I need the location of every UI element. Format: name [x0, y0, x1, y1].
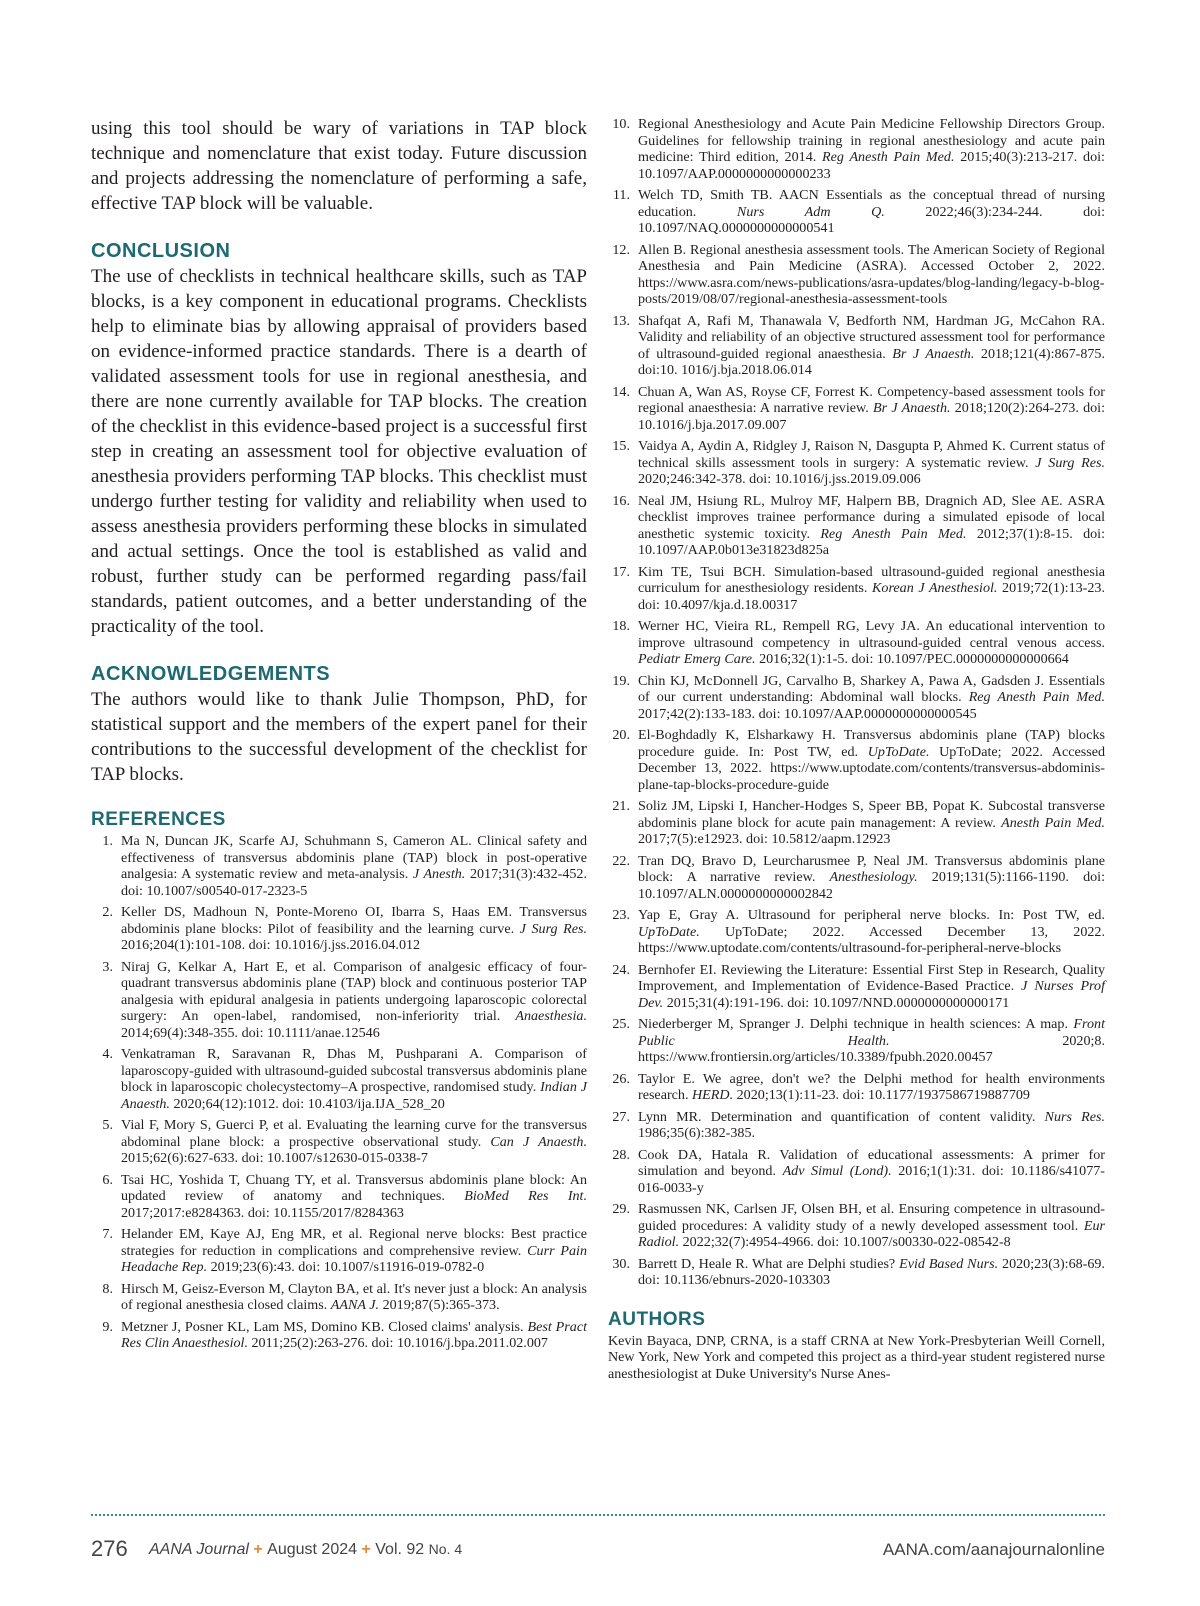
reference-item — [608, 313, 1105, 379]
references-list-right — [608, 116, 1105, 1289]
reference-number: 22. — [612, 852, 630, 869]
reference-text — [638, 116, 1105, 182]
reference-details: 2015;62(6):627-633. doi: 10.1007/s12630-015-0338-7 — [121, 1150, 428, 1166]
reference-details: 2020;23(3):68-69. doi: 10.1136/ebnurs-2020-103303 — [638, 1255, 1105, 1288]
page-footer — [91, 1536, 1105, 1566]
reference-text — [638, 242, 1105, 308]
reference-citation: Tran DQ, Bravo D, Leurcharusmee P, Neal JM. Transversus abdominis plane block: A narrative review. — [638, 852, 1105, 885]
reference-item — [608, 1109, 1105, 1142]
reference-number: 23. — [612, 907, 630, 923]
reference-item — [608, 564, 1105, 614]
reference-citation: Chuan A, Wan AS, Royse CF, Forrest K. Competency-based assessment tools for regional anaesthesia: A narrative review. — [638, 383, 1105, 416]
reference-item — [608, 384, 1105, 434]
reference-details: 2011;25(2):263-276. doi: 10.1016/j.bpa.2011.02.007 — [247, 1335, 548, 1351]
reference-journal: UpToDate. — [867, 743, 930, 760]
reference-number: 3. — [102, 958, 113, 975]
reference-details: 2020;64(12):1012. doi: 10.4103/ija.IJA_528_20 — [169, 1095, 445, 1112]
reference-item — [91, 1172, 587, 1222]
reference-number: 17. — [612, 563, 630, 580]
reference-citation: Niraj G, Kelkar A, Hart E, et al. Comparison of analgesic efficacy of four-quadrant transversus abdominis plane (TAP) block and continuous posterior TAP analgesia with epidural analgesia in patients undergoing laparoscopic colorectal surgery: An open-label, randomised, non-inferiority trial. — [121, 958, 587, 1024]
reference-citation: Chin KJ, McDonnell JG, Carvalho B, Sharkey A, Pawa A, Gadsden J. Essentials of our current understanding: Abdominal wall blocks. — [638, 672, 1105, 705]
reference-journal: Br J Anaesth. — [873, 400, 951, 416]
reference-journal: Reg Anesth Pain Med. — [822, 149, 955, 165]
reference-citation: Allen B. Regional anesthesia assessment tools. The American Society of Regional Anesthesia and Pain Medicine (ASRA). Accessed October 2, 2022. https://www.asra.com/news-publications/asra-updates/blog-landing/legacy-b-blog-posts/2019/08/07/regional-anesthesia-assessment-tools — [638, 241, 1105, 307]
reference-text — [638, 618, 1105, 668]
reference-text — [121, 1117, 587, 1167]
reference-journal: BioMed Res Int. — [464, 1188, 587, 1204]
reference-number: 9. — [102, 1318, 113, 1335]
reference-text — [121, 1046, 587, 1112]
reference-details: 2019;87(5):365-373. — [379, 1297, 500, 1313]
reference-item — [608, 1147, 1105, 1197]
reference-text — [121, 1172, 587, 1222]
reference-journal: J Anesth. — [412, 866, 466, 882]
reference-citation: Venkatraman R, Saravanan R, Dhas M, Pushparani A. Comparison of laparoscopy-guided with ultrasound-guided subcostal transversus abdominis plane block in laparoscopic cholecystectomy–A prospective, randomised study. — [121, 1046, 587, 1095]
reference-citation: Werner HC, Vieira RL, Rempell RG, Levy JA. An educational intervention to improve ultrasound competency in ultrasound-guided central venous access. — [638, 618, 1105, 651]
reference-journal: Nurs Adm Q. — [736, 203, 885, 220]
reference-item — [608, 1071, 1105, 1104]
reference-details: 2018;120(2):264-273. doi: 10.1016/j.bja.2017.09.007 — [638, 400, 1105, 433]
reference-citation: Tsai HC, Yoshida T, Chuang TY, et al. Transversus abdominis plane block: An updated review of anatomy and techniques. — [121, 1171, 587, 1204]
reference-number: 30. — [612, 1255, 630, 1272]
authors-text: Kevin Bayaca, DNP, CRNA, is a staff CRNA at New York-Presbyterian Weill Cornell, New York, New York and competed this project as a third-year student registered nurse anesthesiologist at Duke University's Nurse Anes- — [608, 1332, 1105, 1382]
reference-item — [608, 673, 1105, 723]
references-list-left — [91, 833, 587, 1352]
reference-journal: Reg Anesth Pain Med. — [820, 525, 967, 542]
reference-text — [638, 313, 1105, 379]
conclusion-heading: CONCLUSION — [91, 240, 231, 262]
reference-number: 19. — [612, 672, 630, 689]
reference-text — [638, 727, 1105, 793]
reference-text — [638, 1256, 1105, 1289]
reference-journal: Anaesthesia. — [515, 1008, 587, 1024]
authors-heading: AUTHORS — [608, 1308, 706, 1330]
reference-details: 2015;31(4):191-196. doi: 10.1097/NND.0000000000000171 — [663, 994, 1010, 1011]
reference-text — [638, 962, 1105, 1012]
reference-text — [638, 907, 1105, 957]
reference-journal: Anesth Pain Med. — [1001, 814, 1105, 831]
reference-details: UpToDate; 2022. Accessed December 13, 2022. https://www.uptodate.com/contents/ultrasound-for-peripheral-nerve-blocks — [638, 923, 1105, 956]
reference-details: 2016;204(1):101-108. doi: 10.1016/j.jss.2016.04.012 — [121, 937, 421, 953]
reference-item — [608, 116, 1105, 182]
acknowledgements-text: The authors would like to thank Julie Thompson, PhD, for statistical support and the members of the expert panel for their contributions to the successful development of the checklist for TAP blocks. — [91, 689, 587, 785]
separator-icon: + — [253, 1541, 263, 1558]
reference-number: 29. — [612, 1201, 630, 1217]
reference-details: 2022;46(3):234-244. doi: 10.1097/NAQ.0000000000000541 — [638, 203, 1105, 236]
reference-details: 2020;13(1):11-23. doi: 10.1177/1937586719887709 — [733, 1087, 1030, 1103]
reference-journal: Anesthesiology. — [829, 869, 918, 885]
references-heading: REFERENCES — [91, 809, 226, 830]
reference-journal: Best Pract Res Clin Anaesthesiol. — [121, 1318, 587, 1351]
reference-journal: J Surg Res. — [519, 920, 587, 937]
reference-citation: Soliz JM, Lipski I, Hancher-Hodges S, Speer BB, Popat K. Subcostal transverse abdominis plane block for acute pain management: A review. — [638, 798, 1105, 831]
reference-item — [608, 853, 1105, 903]
reference-number: 18. — [612, 618, 630, 634]
reference-details: 2019;72(1):13-23. doi: 10.4097/kja.d.18.00317 — [638, 580, 1105, 613]
reference-text — [121, 1281, 587, 1314]
reference-text — [121, 959, 587, 1042]
journal-info — [149, 1541, 462, 1559]
conclusion-text: The use of checklists in technical healthcare skills, such as TAP blocks, is a key component in educational programs. Checklists help to eliminate bias by allowing appraisal of providers based on evidence-informed practice standards. There is a dearth of validated assessment tools for use in regional anesthesia, and there are none currently available for TAP blocks. The creation of the checklist in this evidence-based project is a successful first step in creating an assessment tool for objective evaluation of anesthesia providers performing TAP blocks. This checklist must undergo further testing for validity and reliability when used to assess anesthesia providers performing these blocks in simulated and actual settings. Once the tool is established as valid and robust, further study can be performed regarding pass/fail standards, patient outcomes, and a better understanding of the practicality of the tool. — [91, 266, 587, 637]
footer-divider — [91, 1514, 1105, 1516]
reference-number: 15. — [612, 438, 630, 454]
reference-item — [608, 438, 1105, 488]
reference-text — [121, 1226, 587, 1276]
reference-text — [638, 438, 1105, 488]
reference-details: 2017;31(3):432-452. doi: 10.1007/s00540-017-2323-5 — [121, 866, 587, 899]
reference-citation: Helander EM, Kaye AJ, Eng MR, et al. Regional nerve blocks: Best practice strategies for reduction in complications and comprehensive review. — [121, 1226, 587, 1259]
reference-number: 7. — [102, 1226, 113, 1242]
reference-number: 24. — [612, 961, 630, 978]
reference-text — [638, 1147, 1105, 1197]
reference-citation: Lynn MR. Determination and quantification of content validity. — [638, 1108, 1045, 1125]
reference-citation: Rasmussen NK, Carlsen JF, Olsen BH, et al. Ensuring competence in ultrasound-guided procedures: A validity study of a newly developed assessment tool. — [638, 1201, 1105, 1234]
reference-item — [608, 798, 1105, 848]
reference-citation: El-Boghdadly K, Elsharkawy H. Transversus abdominis plane (TAP) blocks procedure guide. In: Post TW, ed. — [638, 727, 1105, 760]
reference-item — [91, 833, 587, 899]
reference-details: 2019;23(6):43. doi: 10.1007/s11916-019-0782-0 — [207, 1259, 485, 1275]
reference-item — [91, 1281, 587, 1314]
reference-item — [608, 907, 1105, 957]
reference-number: 13. — [612, 312, 630, 329]
reference-citation: Vial F, Mory S, Guerci P, et al. Evaluating the learning curve for the transversus abdominal plane block: a prospective observational study. — [121, 1117, 587, 1150]
reference-number: 4. — [102, 1046, 113, 1062]
reference-journal: AANA J. — [330, 1297, 380, 1313]
reference-citation: Welch TD, Smith TB. AACN Essentials as the conceptual thread of nursing education. — [638, 187, 1105, 220]
reference-journal: Evid Based Nurs. — [899, 1255, 999, 1272]
reference-journal: Br J Anaesth. — [892, 345, 975, 362]
reference-number: 10. — [612, 116, 630, 132]
reference-citation: Kim TE, Tsui BCH. Simulation-based ultrasound-guided regional anesthesia curriculum for anesthesiology residents. — [638, 563, 1105, 596]
reference-details: 2016;1(1):31. doi: 10.1186/s41077-016-0033-y — [638, 1163, 1105, 1196]
journal-website-link[interactable]: AANA.com/aanajournalonline — [882, 1540, 1105, 1559]
reference-item — [608, 618, 1105, 668]
reference-journal: UpToDate. — [638, 923, 700, 940]
reference-text — [638, 1071, 1105, 1104]
reference-text — [638, 1109, 1105, 1142]
reference-journal: J Nurses Prof Dev. — [638, 978, 1105, 1011]
reference-details: 2020;246:342-378. doi: 10.1016/j.jss.2019.09.006 — [638, 471, 921, 487]
reference-details: 2015;40(3):213-217. doi: 10.1097/AAP.0000000000000233 — [638, 149, 1105, 182]
reference-number: 6. — [102, 1171, 113, 1188]
reference-journal: Indian J Anaesth. — [121, 1079, 588, 1112]
reference-number: 21. — [612, 798, 630, 814]
reference-citation: Shafqat A, Rafi M, Thanawala V, Bedforth NM, Hardman JG, McCahon RA. Validity and reliability of an objective structured assessment tool for performance of ultrasound-guided regional anaesthesia. — [638, 312, 1105, 362]
reference-item — [608, 962, 1105, 1012]
reference-citation: Metzner J, Posner KL, Lam MS, Domino KB. Closed claims' analysis. — [121, 1318, 528, 1335]
reference-number: 27. — [612, 1108, 630, 1125]
reference-citation: Niederberger M, Spranger J. Delphi technique in health sciences: A map. — [638, 1016, 1074, 1032]
reference-item — [608, 242, 1105, 308]
reference-text — [638, 1201, 1105, 1251]
reference-item — [91, 904, 587, 954]
reference-journal: Korean J Anesthesiol. — [872, 580, 998, 596]
reference-journal: Eur Radiol. — [638, 1217, 1105, 1250]
reference-journal: J Surg Res. — [1035, 454, 1105, 471]
reference-item — [91, 1117, 587, 1167]
reference-citation: Cook DA, Hatala R. Validation of educational assessments: A primer for simulation and beyond. — [638, 1146, 1105, 1179]
reference-text — [638, 798, 1105, 848]
reference-journal: Pediatr Emerg Care. — [638, 651, 756, 667]
reference-item — [608, 1201, 1105, 1251]
reference-citation: Vaidya A, Aydin A, Ridgley J, Raison N, Dasgupta P, Ahmed K. Current status of technical skills assessment tools in surgery: A systematic review. — [638, 438, 1105, 471]
reference-text — [638, 493, 1105, 559]
reference-number: 2. — [102, 904, 113, 920]
reference-journal: Can J Anaesth. — [490, 1133, 587, 1150]
reference-number: 26. — [612, 1070, 630, 1087]
reference-journal: Nurs Res. — [1044, 1108, 1105, 1125]
reference-details: 2014;69(4):348-355. doi: 10.1111/anae.12546 — [121, 1024, 380, 1041]
reference-number: 8. — [102, 1280, 113, 1297]
reference-item — [608, 187, 1105, 237]
reference-number: 20. — [612, 727, 630, 743]
reference-number: 25. — [612, 1016, 630, 1032]
reference-citation: Regional Anesthesiology and Acute Pain Medicine Fellowship Directors Group. Guidelines for fellowship training in regional anesthesiology and acute pain medicine: Third edition, 2014. — [638, 116, 1105, 165]
acknowledgements-heading: ACKNOWLEDGEMENTS — [91, 663, 331, 685]
reference-item — [91, 959, 587, 1042]
reference-citation: Keller DS, Madhoun N, Ponte-Moreno OI, Ibarra S, Haas EM. Transversus abdominis plane blocks: Pilot of feasibility and the learning curve. — [121, 904, 587, 937]
reference-citation: Yap E, Gray A. Ultrasound for peripheral nerve blocks. In: Post TW, ed. — [638, 907, 1105, 923]
reference-text — [638, 673, 1105, 723]
reference-text — [638, 384, 1105, 434]
reference-details: 1986;35(6):382-385. — [638, 1125, 756, 1141]
reference-citation: Ma N, Duncan JK, Scarfe AJ, Schuhmann S, Cameron AL. Clinical safety and effectiveness of transversus abdominis plane (TAP) block in post-operative analgesia: A systematic review and meta-analysis. — [121, 833, 587, 882]
reference-citation: Neal JM, Hsiung RL, Mulroy MF, Halpern BB, Dragnich AD, Slee AE. ASRA checklist improves trainee performance during a simulated episode of local anesthetic systemic toxicity. — [638, 492, 1105, 542]
reference-details: 2017;2017:e8284363. doi: 10.1155/2017/8284363 — [121, 1204, 404, 1221]
reference-details: 2016;32(1):1-5. doi: 10.1097/PEC.0000000000000664 — [755, 651, 1069, 667]
reference-details: 2020;8. https://www.frontiersin.org/articles/10.3389/fpubh.2020.00457 — [638, 1032, 1105, 1065]
reference-text — [121, 833, 587, 899]
reference-text — [638, 853, 1105, 903]
page-number: 276 — [91, 1536, 128, 1561]
reference-journal: Adv Simul (Lond). — [782, 1163, 892, 1179]
reference-item — [608, 1256, 1105, 1289]
reference-details: 2019;131(5):1166-1190. doi: 10.1097/ALN.0000000000002842 — [638, 869, 1105, 902]
reference-number: 5. — [102, 1117, 113, 1133]
reference-item — [91, 1046, 587, 1112]
reference-journal: HERD. — [692, 1087, 734, 1103]
reference-journal: Curr Pain Headache Rep. — [121, 1242, 588, 1275]
reference-item — [608, 493, 1105, 559]
reference-citation: Taylor E. We agree, don't we? the Delphi method for health environments research. — [638, 1070, 1105, 1103]
issue-number: No. 4 — [428, 1541, 463, 1557]
reference-details: 2018;121(4):867-875. doi:10. 1016/j.bja.2018.06.014 — [638, 345, 1105, 378]
issue-date: August 2024 — [267, 1541, 358, 1558]
reference-citation: Hirsch M, Geisz-Everson M, Clayton BA, et al. It's never just a block: An analysis of regional anesthesia closed claims. — [121, 1280, 587, 1313]
reference-citation: Barrett D, Heale R. What are Delphi studies? — [638, 1255, 900, 1272]
separator-icon: + — [361, 1541, 371, 1558]
right-column — [608, 116, 1105, 1382]
reference-number: 1. — [102, 833, 113, 849]
reference-item — [91, 1226, 587, 1276]
reference-details: 2012;37(1):8-15. doi: 10.1097/AAP.0b013e31823d825a — [638, 525, 1105, 558]
reference-number: 28. — [612, 1146, 630, 1163]
reference-details: 2017;42(2):133-183. doi: 10.1097/AAP.0000000000000545 — [638, 705, 977, 722]
reference-text — [121, 904, 587, 954]
reference-text — [638, 1016, 1105, 1066]
reference-item — [608, 727, 1105, 793]
reference-journal: Reg Anesth Pain Med. — [968, 689, 1105, 705]
reference-journal: Front Public Health. — [638, 1016, 1105, 1049]
reference-text — [121, 1319, 587, 1352]
reference-citation: Bernhofer EI. Reviewing the Literature: Essential First Step in Research, Quality Improvement, and Implementation of Evidence-Based Practice. — [638, 961, 1105, 994]
reference-details: 2017;7(5):e12923. doi: 10.5812/aapm.12923 — [638, 831, 891, 847]
reference-item — [608, 1016, 1105, 1066]
reference-item — [91, 1319, 587, 1352]
reference-details: UpToDate; 2022. Accessed December 13, 2022. https://www.uptodate.com/contents/transversus-abdominis-plane-tap-blocks-procedure-guide — [638, 743, 1105, 793]
intro-paragraph: using this tool should be wary of variations in TAP block technique and nomenclature that exist today. Future discussion and projects addressing the nomenclature of performing a safe, effective TAP block will be valuable. — [91, 118, 587, 214]
reference-text — [638, 564, 1105, 614]
reference-number: 12. — [612, 241, 630, 258]
reference-number: 11. — [612, 187, 630, 203]
reference-number: 14. — [612, 383, 630, 400]
reference-text — [638, 187, 1105, 237]
journal-name: AANA Journal — [149, 1541, 249, 1558]
reference-number: 16. — [612, 492, 630, 509]
reference-details: 2022;32(7):4954-4966. doi: 10.1007/s00330-022-08542-8 — [679, 1234, 1011, 1250]
left-column — [91, 116, 587, 1357]
volume: Vol. 92 — [375, 1541, 425, 1558]
